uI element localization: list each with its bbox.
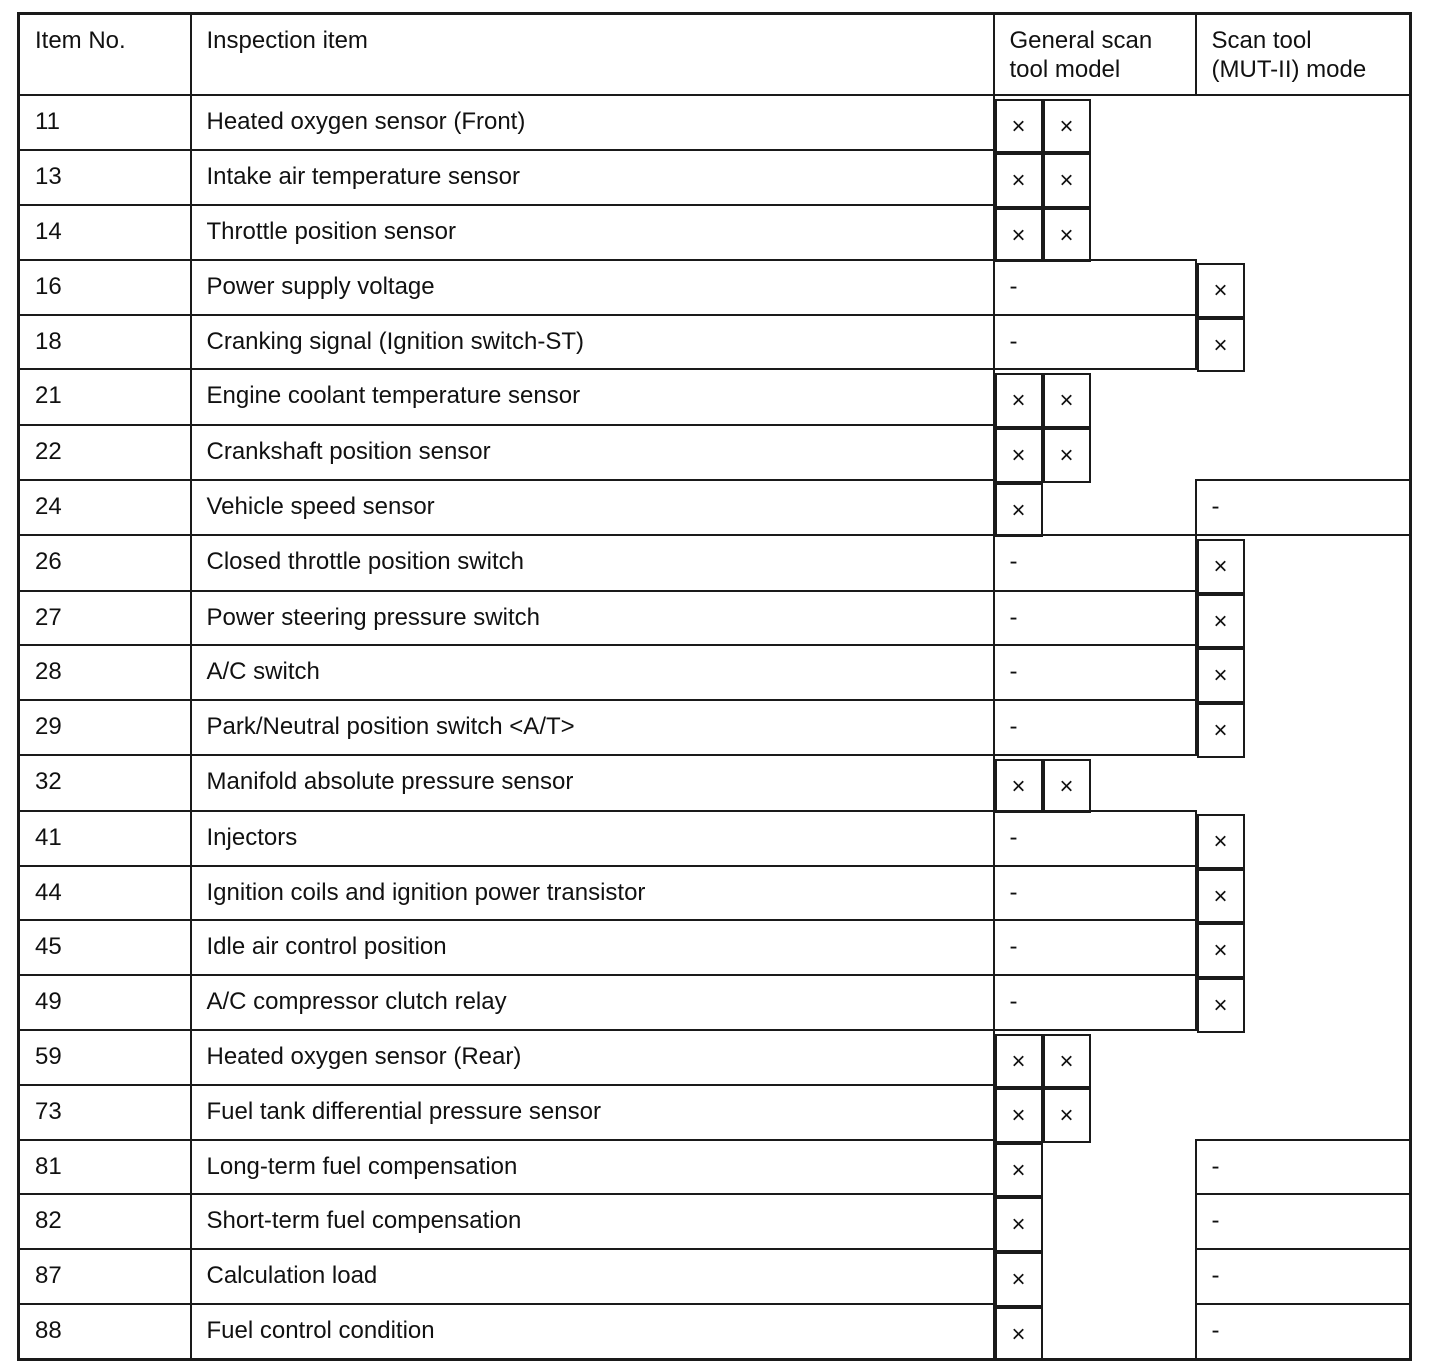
inspection-item-cell: Vehicle speed sensor (191, 480, 994, 536)
item-no-cell: 87 (19, 1249, 191, 1304)
header-row (19, 14, 1411, 95)
general-scan-mark: - (994, 811, 1196, 866)
mut-scan-mark: × (1043, 1088, 1091, 1143)
table-row (19, 700, 1411, 755)
inspection-item-cell: Engine coolant temperature sensor (191, 369, 994, 425)
inspection-item-cell: Throttle position sensor (191, 205, 994, 261)
inspection-item-cell: Closed throttle position switch (191, 535, 994, 591)
general-scan-mark: - (994, 975, 1196, 1030)
mut-scan-mark: × (1197, 539, 1245, 594)
general-scan-mark: - (994, 535, 1196, 591)
table-row (19, 811, 1411, 866)
table-row (19, 975, 1411, 1030)
table-row (19, 535, 1411, 591)
inspection-item-cell: Heated oxygen sensor (Front) (191, 95, 994, 151)
general-scan-mark: × (995, 1034, 1043, 1089)
inspection-item-cell: Fuel control condition (191, 1304, 994, 1360)
table-row (19, 1030, 1411, 1086)
table-row (19, 920, 1411, 975)
table-row (19, 591, 1411, 646)
item-no-cell: 32 (19, 755, 191, 812)
general-scan-mark: × (995, 483, 1043, 538)
general-scan-mark: × (995, 1252, 1043, 1307)
table-body (19, 95, 1411, 1360)
inspection-item-cell: Idle air control position (191, 920, 994, 975)
item-no-cell: 16 (19, 260, 191, 315)
table-row (19, 369, 1411, 425)
table-row (19, 1249, 1411, 1304)
table-row (19, 755, 1411, 812)
table-row (19, 480, 1411, 536)
table-header (19, 14, 1411, 95)
item-no-cell: 88 (19, 1304, 191, 1360)
mut-scan-mark: × (1043, 153, 1091, 208)
header-scan-tool-mut: Scan tool (MUT-II) mode (1196, 14, 1411, 95)
mut-scan-mark: × (1043, 428, 1091, 483)
general-scan-mark: × (995, 153, 1043, 208)
mut-scan-mark: - (1196, 480, 1411, 536)
inspection-item-cell: Short-term fuel compensation (191, 1194, 994, 1249)
table-row (19, 150, 1411, 205)
item-no-cell: 73 (19, 1085, 191, 1140)
mut-scan-mark: × (1197, 814, 1245, 869)
table-row (19, 1304, 1411, 1360)
general-scan-mark: × (995, 373, 1043, 428)
inspection-table (17, 12, 1412, 1361)
mut-scan-mark: × (1043, 373, 1091, 428)
mut-scan-mark: - (1196, 1249, 1411, 1304)
item-no-cell: 21 (19, 369, 191, 425)
mut-scan-mark: × (1197, 318, 1245, 373)
mut-scan-mark: × (1197, 923, 1245, 978)
item-no-cell: 44 (19, 866, 191, 921)
inspection-item-cell: A/C switch (191, 645, 994, 700)
table-row (19, 645, 1411, 700)
inspection-item-cell: Ignition coils and ignition power transistor (191, 866, 994, 921)
item-no-cell: 28 (19, 645, 191, 700)
inspection-item-cell: Power supply voltage (191, 260, 994, 315)
inspection-item-cell: Manifold absolute pressure sensor (191, 755, 994, 812)
table-row (19, 1085, 1411, 1140)
inspection-item-cell: Injectors (191, 811, 994, 866)
item-no-cell: 81 (19, 1140, 191, 1195)
mut-scan-mark: - (1196, 1194, 1411, 1249)
item-no-cell: 22 (19, 425, 191, 480)
general-scan-mark: - (994, 591, 1196, 646)
item-no-cell: 24 (19, 480, 191, 536)
mut-scan-mark: × (1197, 869, 1245, 924)
item-no-cell: 82 (19, 1194, 191, 1249)
general-scan-mark: × (995, 428, 1043, 483)
table-row (19, 95, 1411, 151)
table-row (19, 315, 1411, 370)
item-no-cell: 49 (19, 975, 191, 1030)
general-scan-mark: - (994, 700, 1196, 755)
inspection-item-cell: Long-term fuel compensation (191, 1140, 994, 1195)
item-no-cell: 59 (19, 1030, 191, 1086)
general-scan-mark: - (994, 260, 1196, 315)
item-no-cell: 45 (19, 920, 191, 975)
table-row (19, 866, 1411, 921)
mut-scan-mark: × (1043, 208, 1091, 263)
general-scan-mark: × (995, 1307, 1043, 1362)
mut-scan-mark: - (1196, 1140, 1411, 1195)
general-scan-mark: × (995, 759, 1043, 814)
mut-scan-mark: × (1043, 1034, 1091, 1089)
inspection-item-cell: Fuel tank differential pressure sensor (191, 1085, 994, 1140)
item-no-cell: 13 (19, 150, 191, 205)
inspection-item-cell: A/C compressor clutch relay (191, 975, 994, 1030)
inspection-item-cell: Power steering pressure switch (191, 591, 994, 646)
general-scan-mark: × (995, 1143, 1043, 1198)
inspection-item-cell: Intake air temperature sensor (191, 150, 994, 205)
general-scan-mark: × (995, 1197, 1043, 1252)
item-no-cell: 41 (19, 811, 191, 866)
item-no-cell: 18 (19, 315, 191, 370)
item-no-cell: 29 (19, 700, 191, 755)
table-row (19, 260, 1411, 315)
mut-scan-mark: × (1197, 263, 1245, 318)
item-no-cell: 14 (19, 205, 191, 261)
inspection-item-cell: Cranking signal (Ignition switch-ST) (191, 315, 994, 370)
inspection-item-cell: Park/Neutral position switch <A/T> (191, 700, 994, 755)
item-no-cell: 11 (19, 95, 191, 151)
item-no-cell: 26 (19, 535, 191, 591)
mut-scan-mark: × (1197, 703, 1245, 758)
general-scan-mark: × (995, 1088, 1043, 1143)
inspection-item-cell: Crankshaft position sensor (191, 425, 994, 480)
general-scan-mark: - (994, 645, 1196, 700)
item-no-cell: 27 (19, 591, 191, 646)
mut-scan-mark: × (1197, 594, 1245, 649)
inspection-item-cell: Heated oxygen sensor (Rear) (191, 1030, 994, 1086)
table-row (19, 1140, 1411, 1195)
header-general-scan-tool: General scan tool model (994, 14, 1196, 95)
general-scan-mark: - (994, 315, 1196, 370)
mut-scan-mark: × (1043, 99, 1091, 154)
table-row (19, 425, 1411, 480)
general-scan-mark: × (995, 99, 1043, 154)
mut-scan-mark: - (1196, 1304, 1411, 1360)
header-inspection-item: Inspection item (191, 14, 994, 95)
general-scan-mark: - (994, 920, 1196, 975)
mut-scan-mark: × (1197, 648, 1245, 703)
inspection-item-cell: Calculation load (191, 1249, 994, 1304)
table-row (19, 1194, 1411, 1249)
table-row (19, 205, 1411, 261)
general-scan-mark: × (995, 208, 1043, 263)
header-item-no: Item No. (19, 14, 191, 95)
mut-scan-mark: × (1043, 759, 1091, 814)
mut-scan-mark: × (1197, 978, 1245, 1033)
general-scan-mark: - (994, 866, 1196, 921)
